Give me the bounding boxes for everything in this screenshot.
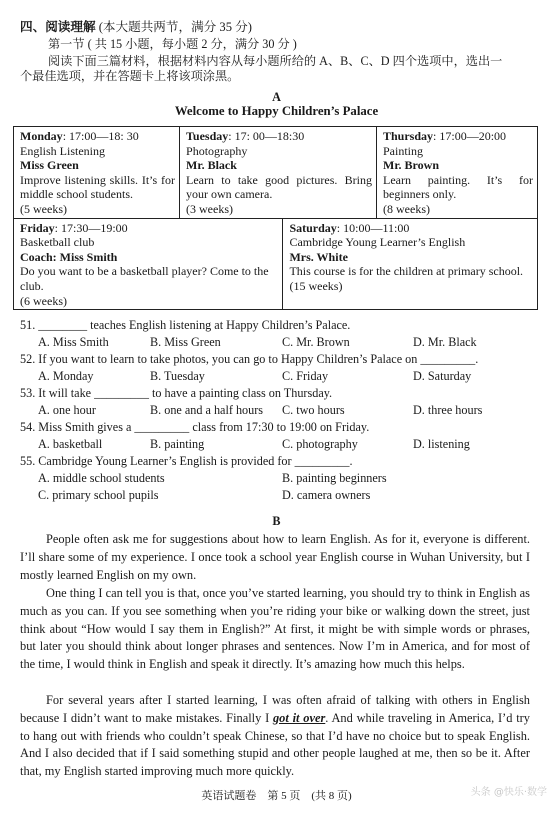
cell-teacher: Mrs. White [289, 249, 348, 264]
cell-desc: This course is for the children at primary school. [289, 264, 524, 279]
option-b: B. Tuesday [150, 369, 205, 383]
section-title-text: 四、阅读理解 [20, 20, 96, 34]
cell-day: Saturday [289, 220, 337, 235]
schedule-cell-thursday [377, 127, 538, 219]
option-c: C. two hours [282, 403, 345, 417]
option-d: D. three hours [413, 403, 483, 417]
option-c: C. primary school pupils [38, 488, 159, 502]
cell-teacher: Mr. Black [186, 158, 237, 173]
cell-desc: Do you want to be a basketball player? Come to the club. [20, 264, 269, 293]
cell-weeks: (15 weeks) [289, 278, 343, 293]
schedule-row-1 [14, 127, 538, 219]
option-b: B. one and a half hours [150, 403, 264, 417]
cell-desc: Learn to take good pictures. Bring your own camera. [186, 172, 372, 202]
cell-subject: Basketball club [20, 235, 95, 250]
section-title [20, 20, 252, 35]
watermark-logo: 头条 @快乐·数学 [470, 787, 547, 798]
section-title-note: (本大题共两节，满分 35 分) [98, 20, 252, 34]
cell-weeks: (3 weeks) [186, 201, 233, 216]
question-55: 55. Cambridge Young Learner’s English is provided for _________. [20, 454, 353, 468]
passage-a-title: Welcome to Happy Children’s Palace [174, 104, 379, 118]
paragraph-1-text: People often ask me for suggestions about how to learn English. As for it, everyone is different. I’ll share some of my experience. I once took a school year English course in Wuhan University, but I mostly learned English on my own. [20, 532, 530, 582]
option-b: B. Miss Green [150, 335, 221, 349]
paragraph-3-text-a: For several years after I started learning, I was often afraid of talking with others in English because I didn’t want to make mistakes. Finally I [20, 693, 530, 725]
option-a: A. middle school students [38, 471, 165, 485]
underlined-phrase: got it over [272, 710, 326, 725]
passage-b-label: B [272, 514, 281, 528]
option-d: D. Saturday [413, 369, 472, 383]
option-c: C. Friday [282, 369, 329, 383]
cell-time: : 10:00—11:00 [336, 220, 410, 235]
cell-subject: Photography [186, 143, 248, 158]
question-51: 51. ________ teaches English listening at Happy Children’s Palace. [20, 318, 351, 332]
cell-desc: Learn painting. It’s for beginners only. [383, 172, 533, 202]
cell-time: : 17:30—19:00 [54, 220, 128, 235]
cell-teacher: Coach: Miss Smith [20, 249, 118, 264]
paragraph-2-text: One thing I can tell you is that, once you’ve started learning, you should try to think in English as much as you can. If you see something when you’re riding your bike or walking down the street, just think about “How would I say them in English?” At first, it might be with simple words or phrases, but later you should think about longer phrases and sentences. Now I’m in America, and for most of the time, I would think in English and speak it directly. It’s amazing how much this helps. [20, 586, 530, 672]
paragraph-3-text-c: . And while traveling in America, I’d try to hang out with friends who couldn’t speak Chinese, so that I’d have no choice but to speak English. And I also decided that if I said something stupid and other people laughed at me, then so be it. After that, my English started improving much more quickly. [20, 710, 530, 779]
option-a: A. one hour [38, 403, 96, 417]
cell-subject: Cambridge Young Learner’s English [289, 235, 466, 250]
option-d: D. camera owners [282, 488, 371, 502]
cell-time: : 17:00—18: 30 [62, 129, 139, 143]
cell-day: Monday [20, 129, 63, 143]
option-a: A. Monday [38, 369, 94, 383]
passage-a-label: A [272, 90, 281, 104]
option-b: B. painting [150, 437, 205, 451]
option-c: C. Mr. Brown [282, 335, 350, 349]
cell-day: Friday [20, 220, 55, 235]
question-53: 53. It will take _________ to have a painting class on Thursday. [20, 386, 333, 400]
option-a: A. Miss Smith [38, 335, 109, 349]
cell-time: : 17: 00—18:30 [228, 129, 305, 143]
page-footer: 英语试题卷 第 5 页 (共 8 页) [201, 790, 352, 802]
paragraph-2 [20, 585, 530, 674]
schedule-row-2 [14, 218, 538, 310]
option-d: D. Mr. Black [413, 335, 477, 349]
cell-weeks: (6 weeks) [20, 293, 67, 308]
paragraph-3 [20, 692, 530, 781]
paragraph-1 [20, 531, 530, 584]
instruction-line-2: 个最佳选项，并在答题卡上将该项涂黑。 [20, 69, 240, 83]
cell-desc: Improve listening skills. It’s for middle school students. [20, 172, 176, 202]
cell-weeks: (8 weeks) [383, 201, 430, 216]
cell-time: : 17:00—20:00 [433, 129, 507, 143]
cell-subject: Painting [383, 143, 424, 158]
cell-teacher: Miss Green [20, 158, 79, 173]
schedule-table [13, 126, 538, 310]
cell-day: Tuesday [186, 129, 229, 143]
subsection-title: 第一节 ( 共 15 小题，每小题 2 分，满分 30 分 ) [48, 37, 297, 51]
cell-teacher: Mr. Brown [383, 158, 440, 173]
instruction-line-1: 阅读下面三篇材料，根据材料内容从每小题所给的 A、B、C、D 四个选项中，选出一 [48, 54, 503, 68]
option-a: A. basketball [38, 437, 103, 451]
option-d: D. listening [413, 437, 470, 451]
question-54: 54. Miss Smith gives a _________ class from 17:30 to 19:00 on Friday. [20, 420, 370, 434]
option-b: B. painting beginners [282, 471, 387, 485]
schedule-cell-tuesday [180, 127, 377, 219]
schedule-cell-friday [14, 218, 283, 310]
cell-weeks: (5 weeks) [20, 201, 67, 216]
cell-subject: English Listening [20, 143, 105, 158]
cell-day: Thursday [383, 129, 434, 143]
option-c: C. photography [282, 437, 358, 451]
question-52: 52. If you want to learn to take photos, you can go to Happy Children’s Palace on _________. [20, 352, 479, 366]
schedule-cell-saturday [283, 218, 538, 310]
schedule-cell-monday [14, 127, 180, 219]
